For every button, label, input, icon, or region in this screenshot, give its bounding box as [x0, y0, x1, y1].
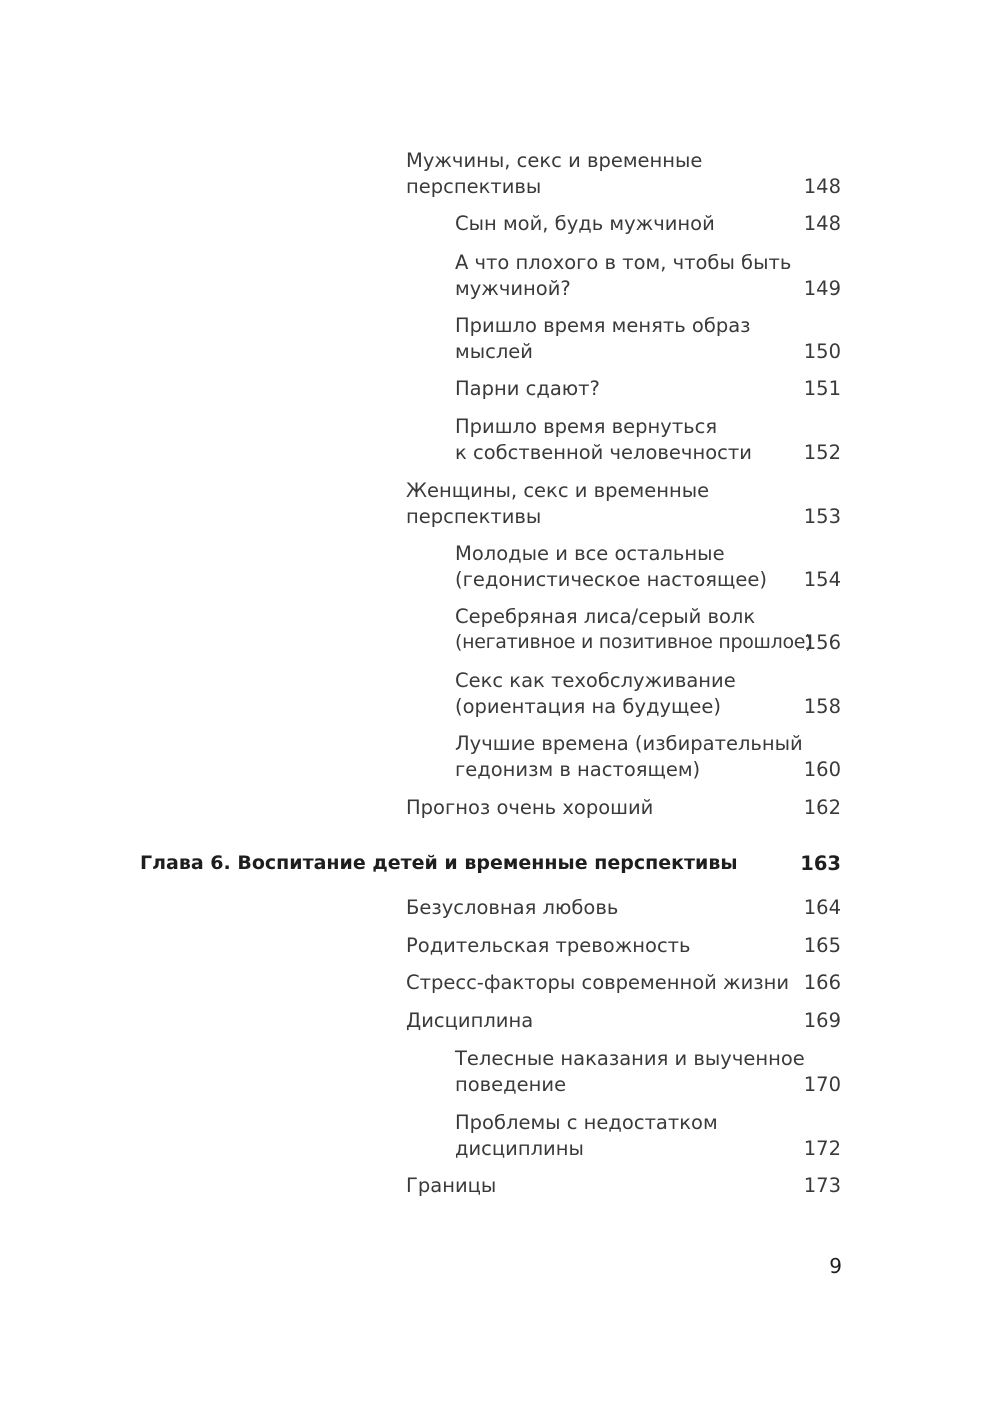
toc-entry — [406, 148, 702, 199]
toc-entry-line: перспективы — [406, 504, 542, 528]
toc-entry-line: мужчиной? — [455, 276, 571, 300]
toc-page-number: 162 — [803, 796, 841, 819]
toc-page-number: 153 — [803, 504, 841, 528]
toc-entry — [406, 933, 691, 959]
toc-entry-line: Родительская тревожность — [406, 934, 691, 957]
toc-entry-line: к собственной человечности — [455, 440, 752, 464]
chapter-page-number: 163 — [800, 852, 841, 875]
toc-page-number: 149 — [803, 276, 841, 300]
toc-entry-line: Телесные наказания и выученное — [455, 1047, 805, 1070]
toc-entry-line: А что плохого в том, чтобы быть — [455, 251, 792, 274]
toc-entry-line: Серебряная лиса/серый волк — [455, 605, 756, 628]
toc-entry — [406, 478, 709, 529]
toc-entry-line: Проблемы с недостатком — [455, 1111, 718, 1134]
toc-entry-line: (ориентация на будущее) — [455, 694, 721, 718]
toc-page-number: 154 — [803, 567, 841, 591]
toc-entry-line: Мужчины, секс и временные — [406, 149, 703, 172]
toc-entry-line: Границы — [406, 1174, 497, 1197]
toc-entry-line: Пришло время вернуться — [455, 415, 718, 438]
toc-entry-line: Прогноз очень хороший — [406, 796, 654, 819]
toc-subentry — [455, 414, 752, 465]
toc-page-number: 165 — [803, 934, 841, 957]
toc-entry-line: Безусловная любовь — [406, 896, 619, 919]
toc-entry-line: Дисциплина — [406, 1009, 534, 1032]
toc-entry-line: мыслей — [455, 339, 533, 363]
toc-entry-line: Пришло время менять образ — [455, 314, 751, 337]
toc-subentry — [455, 376, 600, 402]
toc-page-number: 160 — [803, 757, 841, 781]
toc-page-number: 170 — [803, 1072, 841, 1096]
toc-entry — [406, 895, 618, 921]
toc-page-number: 148 — [803, 174, 841, 198]
toc-entry-line: (гедонистическое настоящее) — [455, 567, 767, 591]
toc-subentry — [455, 541, 767, 592]
toc-page-number: 151 — [803, 377, 841, 400]
toc-entry-line: Сын мой, будь мужчиной — [455, 212, 715, 235]
toc-entry-line: Парни сдают? — [455, 377, 600, 400]
toc-entry-line: Молодые и все остальные — [455, 542, 725, 565]
toc-entry — [406, 1008, 533, 1034]
toc-subentry — [455, 731, 803, 782]
toc-entry-line: Стресс-факторы современной жизни — [406, 971, 790, 994]
toc-page-number: 166 — [803, 971, 841, 994]
toc-subentry — [455, 668, 736, 719]
toc-page-number: 164 — [803, 896, 841, 919]
toc-page-number: 152 — [803, 440, 841, 464]
toc-entry — [406, 795, 653, 821]
toc-subentry — [455, 313, 751, 364]
toc-page-number: 156 — [803, 630, 841, 654]
toc-entry-line: перспективы — [406, 174, 542, 198]
toc-subentry — [455, 211, 715, 237]
toc-page-number: 172 — [803, 1136, 841, 1160]
toc-entry-line: дисциплины — [455, 1136, 584, 1160]
toc-page-number: 150 — [803, 339, 841, 363]
toc-entry-line: Секс как техобслуживание — [455, 669, 736, 692]
toc-subentry — [455, 1046, 805, 1097]
toc-entry-line: поведение — [455, 1072, 567, 1096]
toc-page-number: 158 — [803, 694, 841, 718]
toc-page-number: 169 — [803, 1009, 841, 1032]
toc-entry-line: гедонизм в настоящем) — [455, 757, 701, 781]
toc-subentry — [455, 250, 791, 301]
toc-entry-line: Женщины, секс и временные — [406, 479, 710, 502]
toc-entry-line: (негативное и позитивное прошлое) — [455, 630, 813, 653]
chapter-title: Глава 6. Воспитание детей и временные перспективы — [140, 852, 738, 874]
toc-subentry — [455, 1110, 718, 1161]
toc-entry — [406, 1173, 496, 1199]
toc-entry-line: Лучшие времена (избирательный — [455, 732, 803, 755]
toc-page-number: 148 — [803, 212, 841, 235]
toc-subentry — [455, 604, 812, 655]
page-folio: 9 — [829, 1254, 842, 1278]
toc-entry — [406, 970, 789, 996]
toc-page-number: 173 — [803, 1174, 841, 1197]
